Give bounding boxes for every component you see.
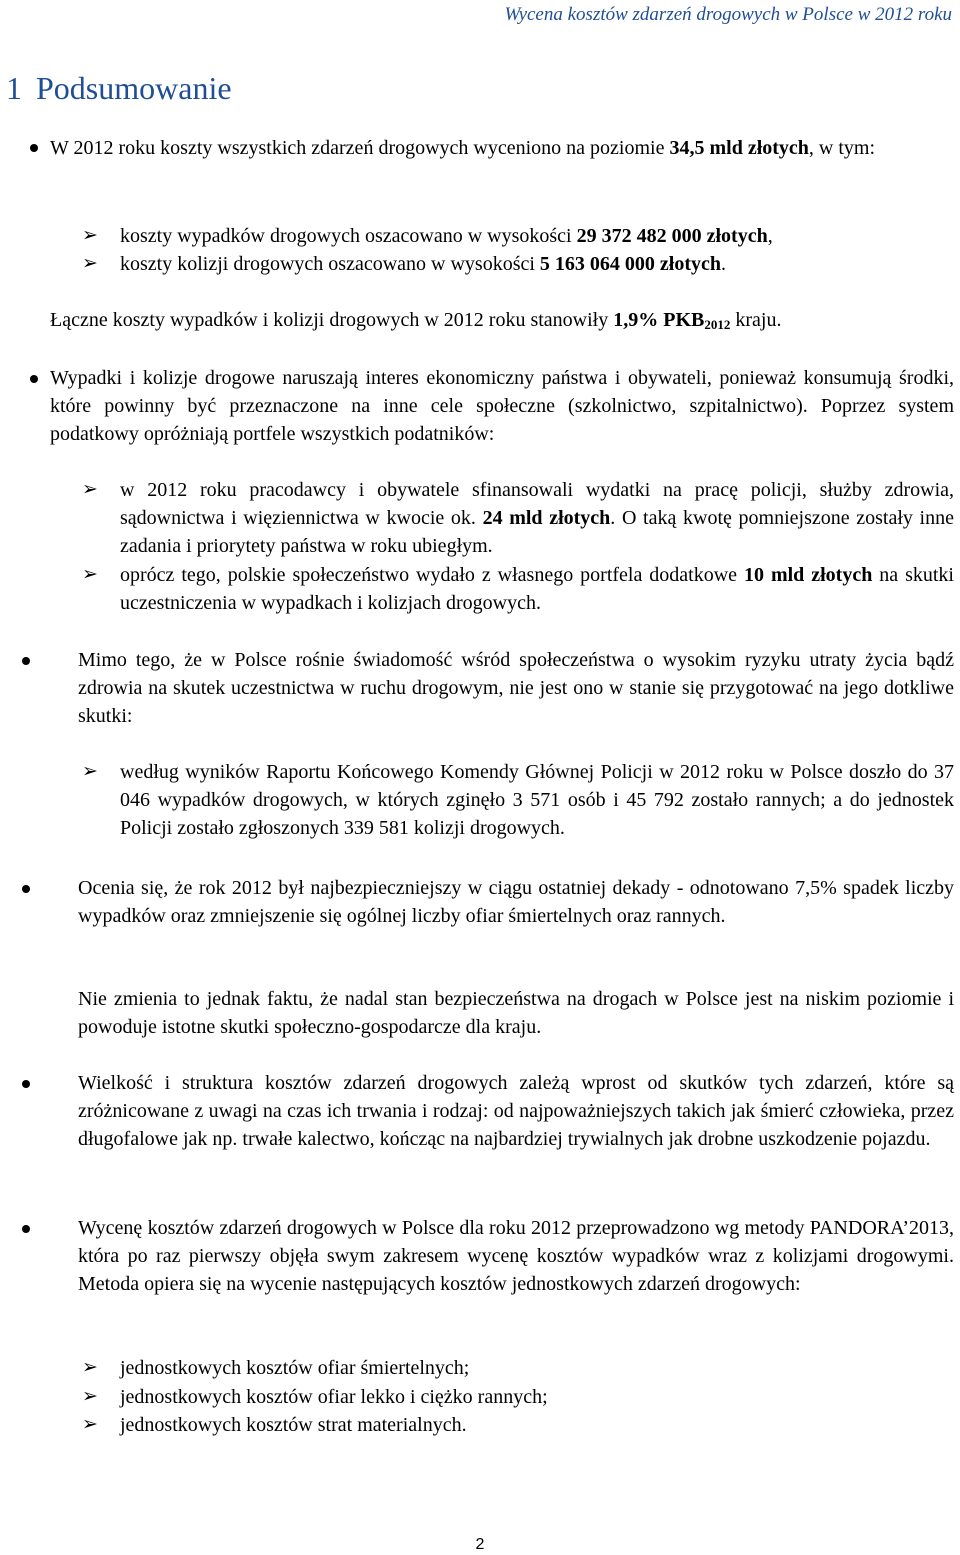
list-item: jednostkowych kosztów strat materialnych. <box>120 1414 467 1436</box>
paragraph-pandora-method: Wycenę kosztów zdarzeń drogowych w Polsce dla roku 2012 przeprowadzono wg metody PANDORA’2013, która po raz pierwszy objęła swym zakresem wycenę kosztów wypadków wraz z kolizjami drogowymi. Metoda opiera się na wycenie następujących kosztów jednostkowych zdarzeń drogowych: <box>78 1217 954 1295</box>
paragraph-public-awareness: Mimo tego, że w Polsce rośnie świadomość wśród społeczeństwa o wysokim ryzyku utraty życia bądź zdrowia na skutek uczestnictwa w ruchu drogowym, nie jest ono w stanie się przygotować na jego dotkliwe skutki: <box>78 649 954 727</box>
arrow-bullet-icon: ➢ <box>82 1414 98 1435</box>
bullet-dot-icon <box>22 657 30 665</box>
list-item: jednostkowych kosztów ofiar lekko i ciężko rannych; <box>120 1386 548 1408</box>
arrow-bullet-icon: ➢ <box>82 1357 98 1378</box>
arrow-bullet-icon: ➢ <box>82 225 98 246</box>
list-item: koszty kolizji drogowych oszacowano w wysokości 5 163 064 000 złotych. <box>120 253 727 275</box>
paragraph-safest-year: Ocenia się, że rok 2012 był najbezpieczniejszy w ciągu ostatniej dekady - odnotowano 7,5% spadek liczby wypadków oraz zmniejszenie się ogólnej liczby ofiar śmiertelnych oraz rannych. <box>78 877 954 927</box>
arrow-bullet-icon: ➢ <box>82 564 98 585</box>
running-header: Wycena kosztów zdarzeń drogowych w Polsce w 2012 roku <box>504 4 952 25</box>
list-item: oprócz tego, polskie społeczeństwo wydało z własnego portfela dodatkowe 10 mld złotych na skutki uczestniczenia w wypadkach i kolizjach drogowych. <box>120 564 954 614</box>
list-item: w 2012 roku pracodawcy i obywatele sfinansowali wydatki na pracę policji, służby zdrowia, sądownictwa i więziennictwa w kwocie ok. 24 mld złotych. O taką kwotę pomniejszone zostały inne zadania i priorytety państwa w roku ubiegłym. <box>120 479 954 557</box>
page-number: 2 <box>475 1536 485 1553</box>
paragraph-cost-structure: Wielkość i struktura kosztów zdarzeń drogowych zależą wprost od skutków tych zdarzeń, które są zróżnicowane z uwagi na czas ich trwania i rodzaj: od najpoważniejszych takich jak śmierć człowieka, przez długofalowe jak np. trwałe kalectwo, kończąc na najbardziej trywialnych jak drobne uszkodzenie pojazdu. <box>78 1072 954 1150</box>
gdp-share-line: Łączne koszty wypadków i kolizji drogowych w 2012 roku stanowiły 1,9% $PKB_{2012}$ kraju. <box>50 309 782 332</box>
arrow-bullet-icon: ➢ <box>82 1386 98 1407</box>
arrow-bullet-icon: ➢ <box>82 479 98 500</box>
arrow-bullet-icon: ➢ <box>82 253 98 274</box>
section-number: 1 <box>6 70 22 106</box>
bullet-dot-icon <box>30 144 38 152</box>
list-item: koszty wypadków drogowych oszacowano w wysokości 29 372 482 000 złotych, <box>120 225 773 247</box>
list-item: według wyników Raportu Końcowego Komendy Głównej Policji w 2012 roku w Polsce doszło do 37 046 wypadków drogowych, w których zginęło 3 571 osób i 45 792 zostało rannych; a do jednostek Policji zostało zgłoszonych 339 581 kolizji drogowych. <box>120 761 954 839</box>
paragraph-total-costs: W 2012 roku koszty wszystkich zdarzeń drogowych wyceniono na poziomie 34,5 mld złotych, w tym: <box>50 137 876 159</box>
bullet-dot-icon <box>22 1080 30 1088</box>
paragraph-economic-interest: Wypadki i kolizje drogowe naruszają interes ekonomiczny państwa i obywateli, ponieważ konsumują środki, które powinny być przeznaczone na inne cele społeczne (szkolnictwo, szpitalnictwo). Poprzez system podatkowy opróżniają portfele wszystkich podatników: <box>50 367 954 445</box>
arrow-bullet-icon: ➢ <box>82 761 98 782</box>
bullet-dot-icon <box>30 375 38 383</box>
bullet-dot-icon <box>22 1225 30 1233</box>
section-heading <box>6 70 232 107</box>
paragraph-safety-level-note: Nie zmienia to jednak faktu, że nadal stan bezpieczeństwa na drogach w Polsce jest na niskim poziomie i powoduje istotne skutki społeczno-gospodarcze dla kraju. <box>78 988 954 1038</box>
bullet-dot-icon <box>22 885 30 893</box>
section-title: Podsumowanie <box>36 70 232 106</box>
list-item: jednostkowych kosztów ofiar śmiertelnych; <box>120 1357 470 1379</box>
